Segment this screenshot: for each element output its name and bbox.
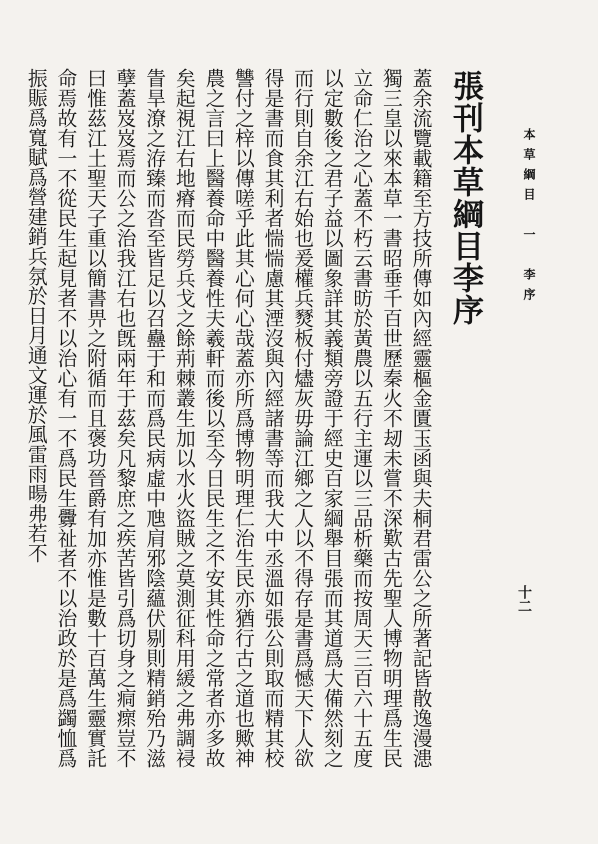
document-title: 張刊本草綱目李序 xyxy=(447,70,483,326)
running-header: 本草綱目 一 李序 xyxy=(522,128,536,308)
page-number: 十二 xyxy=(516,585,532,613)
body-text-block xyxy=(15,68,435,768)
body-paragraph: 蓋余流覽載籍至方技所傳如內經靈樞金匱玉函與夫桐君雷公之所著記皆散逸漫漶獨三皇以來本草一書昭垂千百世歷秦火不刼未嘗不深歎古先聖人博物明理爲生民立命仁治之心蓋不朽云書昉於黃農以五行主運以三品析藥而按周天三百六十五度以定數後之君子益以圖象詳其義類旁證于經史百家綱舉目張而其道爲大備然刻之而行則自余江右始也爰權兵燹板付燼灰毋論江鄉之人以不得存是書爲憾天下人欲得是書而食其利者惴惴慮其湮沒與內經諸書等而我大中丞溫如張公則取而精其校讐付之梓以傳嗟乎此其心何心哉蓋亦所爲博物明理仁治生民亦猶行古之道也歟神農之言曰上醫養命中醫養性夫羲軒而後以至今日民生之不安其性命之常者亦多故矣起視江右地瘠而民勞兵戈之餘荊棘叢生加以水火盜賊之莫測征科用緩之弗調祲眚旱潦之洊臻而沓至皆足以召蠱于和而爲民病虛中虺肩邪陰蘊伏剔則精銷殆乃滋孽蓋岌岌焉而公之治我江右也旣兩年于茲矣凡黎庶之疾苦皆引爲切身之痌瘝豈不曰惟茲江土聖天子重以簡書畀之附循而且褒功晉爵有加亦惟是數十百萬生靈實託命焉故有一不從民生起見者不以治心有一不爲民生釁祉者不以治政於是爲蠲恤爲振賑爲寬賦爲營建銷兵氛於日月通文運於風雷雨暘弗若不 xyxy=(24,68,432,768)
